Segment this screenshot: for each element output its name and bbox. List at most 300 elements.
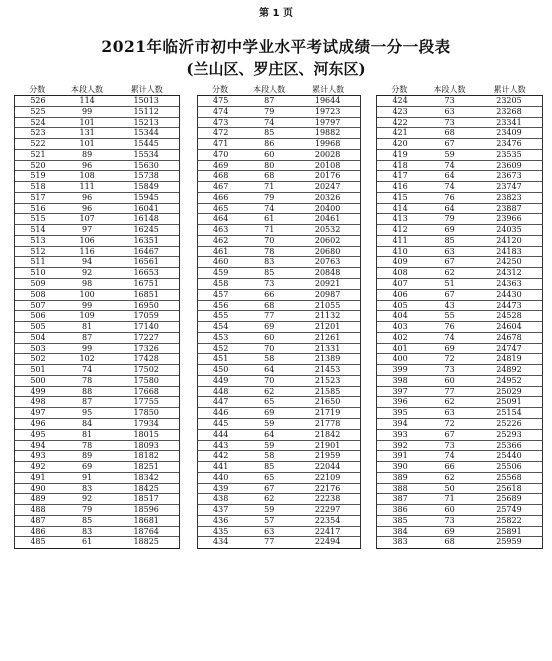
cumulative-count-cell: 23966 <box>496 214 522 224</box>
cumulative-count-cell: 20987 <box>314 289 341 299</box>
table-row <box>198 247 360 258</box>
segment-count-cell: 73 <box>444 96 455 105</box>
cumulative-count-cell: 23341 <box>496 117 522 127</box>
segment-count-cell: 89 <box>82 451 93 461</box>
segment-count-cell: 59 <box>264 505 275 515</box>
table-row <box>377 484 542 495</box>
cumulative-count-cell: 21453 <box>314 365 341 375</box>
header-score: 分数 <box>211 84 228 94</box>
cumulative-count-cell: 24892 <box>496 365 522 375</box>
table-row <box>198 537 360 548</box>
cumulative-count-cell: 21585 <box>314 386 341 396</box>
table-row <box>198 344 360 355</box>
table-row <box>15 408 179 419</box>
segment-count-cell: 68 <box>444 128 455 138</box>
segment-count-cell: 64 <box>264 365 275 375</box>
table-row <box>198 322 360 333</box>
cumulative-count-cell: 23409 <box>496 128 522 138</box>
table-row <box>15 268 179 279</box>
score-cell: 405 <box>392 300 408 310</box>
cumulative-count-cell: 16851 <box>133 289 159 299</box>
segment-count-cell: 74 <box>264 117 275 127</box>
cumulative-count-cell: 15849 <box>133 182 159 192</box>
segment-count-cell: 85 <box>264 128 275 138</box>
segment-count-cell: 79 <box>82 505 93 515</box>
cumulative-count-cell: 23268 <box>496 106 522 116</box>
score-cell: 470 <box>213 149 229 159</box>
score-cell: 498 <box>30 397 46 407</box>
table-row <box>377 107 542 118</box>
cumulative-count-cell: 21778 <box>314 418 341 428</box>
cumulative-count-cell: 15738 <box>133 171 159 181</box>
table-row <box>198 204 360 215</box>
table-row <box>377 344 542 355</box>
document-title: 2021年临沂市初中学业水平考试成绩一分一段表 <box>101 37 451 56</box>
table-row <box>15 204 179 215</box>
score-cell: 522 <box>30 139 46 149</box>
score-cell: 466 <box>213 192 229 202</box>
table-row <box>198 462 360 473</box>
segment-count-cell: 67 <box>444 289 455 299</box>
table-row <box>15 494 179 505</box>
table-row <box>377 333 542 344</box>
score-cell: 516 <box>30 203 46 213</box>
table-header <box>14 83 180 95</box>
score-cell: 519 <box>30 171 46 181</box>
cumulative-count-cell: 25366 <box>496 440 522 450</box>
segment-count-cell: 67 <box>444 139 455 149</box>
score-cell: 503 <box>30 343 46 353</box>
score-cell: 485 <box>30 537 46 547</box>
cumulative-count-cell: 18251 <box>133 462 159 472</box>
table-row <box>15 96 179 107</box>
score-cell: 462 <box>213 235 229 245</box>
segment-count-cell: 85 <box>264 268 275 278</box>
score-cell: 411 <box>392 235 408 245</box>
segment-count-cell: 69 <box>82 462 93 472</box>
score-cell: 490 <box>30 483 46 493</box>
score-cell: 467 <box>213 182 229 192</box>
cumulative-count-cell: 24819 <box>496 354 522 364</box>
segment-count-cell: 65 <box>264 472 275 482</box>
cumulative-count-cell: 21389 <box>314 354 341 364</box>
segment-count-cell: 50 <box>444 483 455 493</box>
segment-count-cell: 43 <box>444 300 455 310</box>
segment-count-cell: 92 <box>82 268 93 278</box>
table-row <box>198 96 360 107</box>
table-row <box>15 473 179 484</box>
segment-count-cell: 62 <box>444 268 455 278</box>
cumulative-count-cell: 25891 <box>496 526 522 536</box>
segment-count-cell: 60 <box>444 375 455 385</box>
cumulative-count-cell: 18517 <box>133 494 159 504</box>
score-cell: 408 <box>392 268 408 278</box>
cumulative-count-cell: 24678 <box>496 332 522 342</box>
segment-count-cell: 62 <box>444 472 455 482</box>
table-row <box>377 193 542 204</box>
table-row <box>15 365 179 376</box>
score-cell: 524 <box>30 117 46 127</box>
cumulative-count-cell: 17850 <box>133 408 159 418</box>
score-cell: 446 <box>213 408 229 418</box>
score-cell: 387 <box>392 494 408 504</box>
segment-count-cell: 84 <box>82 418 93 428</box>
segment-count-cell: 86 <box>264 139 275 149</box>
score-cell: 487 <box>30 515 46 525</box>
cumulative-count-cell: 19968 <box>314 139 341 149</box>
cumulative-count-cell: 22494 <box>314 537 341 547</box>
score-cell: 383 <box>392 537 408 547</box>
score-cell: 464 <box>213 214 229 224</box>
table-row <box>377 408 542 419</box>
segment-count-cell: 59 <box>264 418 275 428</box>
table-row <box>15 107 179 118</box>
score-cell: 399 <box>392 365 408 375</box>
score-cell: 525 <box>30 106 46 116</box>
cumulative-count-cell: 15213 <box>133 117 159 127</box>
header-cumulative-count: 累计人数 <box>493 84 526 94</box>
table-row <box>198 505 360 516</box>
table-row <box>15 527 179 538</box>
score-cell: 500 <box>30 375 46 385</box>
segment-count-cell: 83 <box>264 257 275 267</box>
table-row <box>198 171 360 182</box>
cumulative-count-cell: 20763 <box>314 257 341 267</box>
cumulative-count-cell: 22417 <box>314 526 341 536</box>
score-cell: 454 <box>213 322 229 332</box>
score-cell: 515 <box>30 214 46 224</box>
score-cell: 474 <box>213 106 229 116</box>
cumulative-count-cell: 19644 <box>314 96 341 105</box>
table-row <box>377 419 542 430</box>
table-row <box>377 441 542 452</box>
cumulative-count-cell: 20400 <box>314 203 341 213</box>
table-row <box>15 290 179 301</box>
segment-count-cell: 68 <box>264 300 275 310</box>
score-cell: 489 <box>30 494 46 504</box>
cumulative-count-cell: 20461 <box>314 214 341 224</box>
segment-count-cell: 59 <box>444 149 455 159</box>
segment-count-cell: 78 <box>82 440 93 450</box>
score-cell: 502 <box>30 354 46 364</box>
score-cell: 497 <box>30 408 46 418</box>
table-row <box>15 311 179 322</box>
score-cell: 518 <box>30 182 46 192</box>
table-row <box>15 387 179 398</box>
table-row <box>198 494 360 505</box>
score-cell: 412 <box>392 225 408 235</box>
table-row <box>198 279 360 290</box>
score-cell: 451 <box>213 354 229 364</box>
score-cell: 385 <box>392 515 408 525</box>
cumulative-count-cell: 17668 <box>133 386 159 396</box>
cumulative-count-cell: 25293 <box>496 429 522 439</box>
segment-count-cell: 116 <box>79 246 95 256</box>
cumulative-count-cell: 17140 <box>133 322 159 332</box>
cumulative-count-cell: 17580 <box>133 375 159 385</box>
segment-count-cell: 62 <box>444 397 455 407</box>
table-row <box>377 376 542 387</box>
cumulative-count-cell: 16351 <box>133 235 159 245</box>
table-row <box>377 150 542 161</box>
score-cell: 465 <box>213 203 229 213</box>
cumulative-count-cell: 16467 <box>133 246 159 256</box>
score-cell: 395 <box>392 408 408 418</box>
table-row <box>15 182 179 193</box>
cumulative-count-cell: 22238 <box>314 494 341 504</box>
table-row <box>198 150 360 161</box>
score-cell: 495 <box>30 429 46 439</box>
table-row <box>198 268 360 279</box>
segment-count-cell: 78 <box>264 246 275 256</box>
table-row <box>377 397 542 408</box>
cumulative-count-cell: 21842 <box>314 429 341 439</box>
segment-count-cell: 77 <box>264 537 275 547</box>
cumulative-count-cell: 24183 <box>496 246 522 256</box>
score-table-column-2 <box>197 83 361 549</box>
score-cell: 393 <box>392 429 408 439</box>
table-row <box>198 290 360 301</box>
cumulative-count-cell: 17227 <box>133 332 159 342</box>
score-cell: 402 <box>392 332 408 342</box>
header-score: 分数 <box>391 84 408 94</box>
cumulative-count-cell: 24312 <box>496 268 522 278</box>
cumulative-count-cell: 23747 <box>496 182 522 192</box>
table-row <box>15 322 179 333</box>
cumulative-count-cell: 15534 <box>133 149 159 159</box>
segment-count-cell: 96 <box>82 160 93 170</box>
table-row <box>377 311 542 322</box>
segment-count-cell: 74 <box>82 365 93 375</box>
table-row <box>377 365 542 376</box>
cumulative-count-cell: 17059 <box>133 311 159 321</box>
score-cell: 468 <box>213 171 229 181</box>
score-cell: 414 <box>392 203 408 213</box>
segment-count-cell: 55 <box>444 311 455 321</box>
cumulative-count-cell: 19797 <box>314 117 341 127</box>
score-cell: 413 <box>392 214 408 224</box>
segment-count-cell: 85 <box>444 235 455 245</box>
segment-count-cell: 85 <box>264 462 275 472</box>
score-cell: 396 <box>392 397 408 407</box>
score-cell: 390 <box>392 462 408 472</box>
score-cell: 441 <box>213 462 229 472</box>
table-row <box>15 516 179 527</box>
score-cell: 517 <box>30 192 46 202</box>
table-row <box>198 527 360 538</box>
cumulative-count-cell: 21901 <box>314 440 341 450</box>
score-cell: 504 <box>30 332 46 342</box>
segment-count-cell: 92 <box>82 494 93 504</box>
table-row <box>198 225 360 236</box>
cumulative-count-cell: 23476 <box>496 139 522 149</box>
cumulative-count-cell: 23205 <box>496 96 522 105</box>
segment-count-cell: 73 <box>444 365 455 375</box>
cumulative-count-cell: 17428 <box>133 354 159 364</box>
table-row <box>15 505 179 516</box>
table-row <box>198 419 360 430</box>
segment-count-cell: 78 <box>82 375 93 385</box>
cumulative-count-cell: 18425 <box>133 483 159 493</box>
segment-count-cell: 114 <box>79 96 95 105</box>
score-cell: 406 <box>392 289 408 299</box>
segment-count-cell: 70 <box>264 375 275 385</box>
segment-count-cell: 85 <box>82 515 93 525</box>
segment-count-cell: 98 <box>82 279 93 289</box>
score-cell: 463 <box>213 225 229 235</box>
cumulative-count-cell: 25959 <box>496 537 522 547</box>
score-cell: 508 <box>30 289 46 299</box>
segment-count-cell: 83 <box>82 483 93 493</box>
segment-count-cell: 67 <box>264 483 275 493</box>
segment-count-cell: 71 <box>444 494 455 504</box>
cumulative-count-cell: 23673 <box>496 171 522 181</box>
cumulative-count-cell: 24528 <box>496 311 522 321</box>
page-number: 第 1 页 <box>259 8 293 19</box>
score-cell: 494 <box>30 440 46 450</box>
cumulative-count-cell: 20028 <box>314 149 341 159</box>
segment-count-cell: 81 <box>82 429 93 439</box>
segment-count-cell: 76 <box>444 192 455 202</box>
segment-count-cell: 63 <box>444 408 455 418</box>
segment-count-cell: 67 <box>444 429 455 439</box>
table-row <box>198 236 360 247</box>
segment-count-cell: 73 <box>444 515 455 525</box>
segment-count-cell: 108 <box>79 171 95 181</box>
table-row <box>15 484 179 495</box>
table-row <box>15 344 179 355</box>
cumulative-count-cell: 16653 <box>133 268 159 278</box>
cumulative-count-cell: 24952 <box>496 375 522 385</box>
table-row <box>15 376 179 387</box>
cumulative-count-cell: 23823 <box>496 192 522 202</box>
segment-count-cell: 71 <box>264 225 275 235</box>
score-cell: 523 <box>30 128 46 138</box>
segment-count-cell: 131 <box>79 128 95 138</box>
cumulative-count-cell: 20602 <box>314 235 341 245</box>
score-cell: 401 <box>392 343 408 353</box>
segment-count-cell: 101 <box>79 139 95 149</box>
score-table-column-3 <box>376 83 543 549</box>
score-cell: 410 <box>392 246 408 256</box>
table-row <box>15 279 179 290</box>
segment-count-cell: 58 <box>264 451 275 461</box>
cumulative-count-cell: 17755 <box>133 397 159 407</box>
score-cell: 520 <box>30 160 46 170</box>
segment-count-cell: 66 <box>444 462 455 472</box>
segment-count-cell: 83 <box>82 526 93 536</box>
score-cell: 436 <box>213 515 229 525</box>
segment-count-cell: 72 <box>444 418 455 428</box>
score-cell: 424 <box>392 96 408 105</box>
cumulative-count-cell: 25226 <box>496 418 522 428</box>
cumulative-count-cell: 18093 <box>133 440 159 450</box>
segment-count-cell: 97 <box>82 225 93 235</box>
segment-count-cell: 109 <box>79 311 95 321</box>
cumulative-count-cell: 16561 <box>133 257 159 267</box>
table-row <box>15 128 179 139</box>
score-cell: 459 <box>213 268 229 278</box>
segment-count-cell: 59 <box>264 440 275 450</box>
score-cell: 458 <box>213 279 229 289</box>
segment-count-cell: 77 <box>444 386 455 396</box>
segment-count-cell: 77 <box>264 311 275 321</box>
score-cell: 526 <box>30 96 46 105</box>
segment-count-cell: 64 <box>444 203 455 213</box>
header-score: 分数 <box>29 84 46 94</box>
score-cell: 440 <box>213 472 229 482</box>
table-row <box>377 182 542 193</box>
segment-count-cell: 96 <box>82 203 93 213</box>
table-row <box>377 387 542 398</box>
cumulative-count-cell: 15013 <box>133 96 159 105</box>
segment-count-cell: 74 <box>444 451 455 461</box>
cumulative-count-cell: 20848 <box>314 268 341 278</box>
segment-count-cell: 88 <box>82 386 93 396</box>
table-row <box>377 247 542 258</box>
cumulative-count-cell: 16950 <box>133 300 159 310</box>
cumulative-count-cell: 16751 <box>133 279 159 289</box>
document-subtitle: (兰山区、罗庄区、河东区) <box>186 60 366 78</box>
score-cell: 442 <box>213 451 229 461</box>
cumulative-count-cell: 23609 <box>496 160 522 170</box>
cumulative-count-cell: 18342 <box>133 472 159 482</box>
cumulative-count-cell: 25689 <box>496 494 522 504</box>
score-cell: 513 <box>30 235 46 245</box>
segment-count-cell: 58 <box>264 354 275 364</box>
segment-count-cell: 64 <box>264 429 275 439</box>
score-cell: 469 <box>213 160 229 170</box>
table-row <box>198 516 360 527</box>
segment-count-cell: 79 <box>264 106 275 116</box>
table-row <box>15 537 179 548</box>
score-cell: 512 <box>30 246 46 256</box>
score-cell: 388 <box>392 483 408 493</box>
table-row <box>198 301 360 312</box>
segment-count-cell: 95 <box>82 408 93 418</box>
table-row <box>15 236 179 247</box>
cumulative-count-cell: 24250 <box>496 257 522 267</box>
table-header <box>197 83 361 95</box>
score-cell: 491 <box>30 472 46 482</box>
table-row <box>15 118 179 129</box>
segment-count-cell: 76 <box>444 322 455 332</box>
cumulative-count-cell: 20532 <box>314 225 341 235</box>
table-row <box>198 376 360 387</box>
cumulative-count-cell: 20176 <box>314 171 341 181</box>
score-cell: 445 <box>213 418 229 428</box>
score-cell: 452 <box>213 343 229 353</box>
segment-count-cell: 73 <box>444 117 455 127</box>
cumulative-count-cell: 21959 <box>314 451 341 461</box>
cumulative-count-cell: 25506 <box>496 462 522 472</box>
table-row <box>377 473 542 484</box>
segment-count-cell: 68 <box>444 537 455 547</box>
segment-count-cell: 62 <box>264 494 275 504</box>
cumulative-count-cell: 21201 <box>314 322 341 332</box>
cumulative-count-cell: 16041 <box>133 203 159 213</box>
segment-count-cell: 69 <box>444 225 455 235</box>
cumulative-count-cell: 18596 <box>133 505 159 515</box>
score-cell: 521 <box>30 149 46 159</box>
segment-count-cell: 74 <box>444 182 455 192</box>
segment-count-cell: 74 <box>444 332 455 342</box>
cumulative-count-cell: 17934 <box>133 418 159 428</box>
table-row <box>377 225 542 236</box>
segment-count-cell: 107 <box>79 214 95 224</box>
score-cell: 422 <box>392 117 408 127</box>
header-segment-count: 本段人数 <box>433 84 466 94</box>
